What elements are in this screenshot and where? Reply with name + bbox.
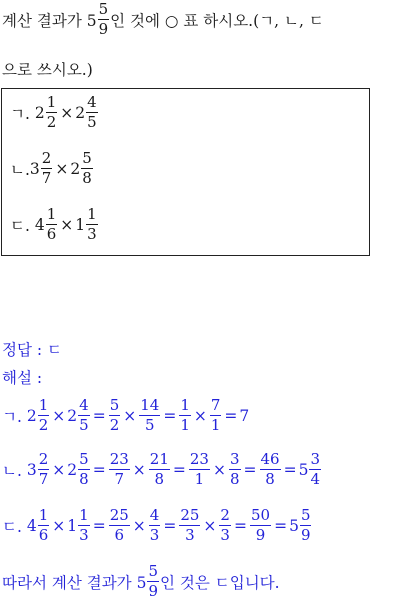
fraction: $\frac{1}{1}$ (180, 396, 190, 434)
fraction: $\frac{1}{3}$ (87, 205, 97, 243)
fraction: $\frac{1}{6}$ (38, 506, 49, 544)
fraction: $\frac{5}{8}$ (82, 149, 92, 187)
fraction: $\frac{25}{3}$ (180, 506, 200, 544)
fraction: $\frac{23}{7}$ (109, 450, 129, 488)
fraction: $\frac{1}{6}$ (46, 205, 57, 243)
solution-a: ㄱ. 2 $\frac{1}{2}$ × 2 $\frac{4}{5}$ = $\frac{5}{2}$ × $\frac{14}{5}$ = $\frac{1}{1}$ × $\frac{7}{1}$ = 7 (2, 396, 250, 434)
fraction: $\frac{3}{4}$ (310, 450, 321, 488)
fraction: $\frac{25}{6}$ (109, 506, 129, 544)
fraction: $\frac{3}{8}$ (229, 450, 240, 488)
fraction: $\frac{46}{8}$ (260, 450, 280, 488)
fraction: $\frac{21}{8}$ (149, 450, 169, 488)
fraction: $\frac{5}{8}$ (79, 450, 89, 488)
fraction: $\frac{2}{3}$ (220, 506, 230, 544)
conclusion: 따라서 계산 결과가 5 $\frac{5}{9}$ 인 것은 ㄷ입니다. (2, 562, 280, 600)
solution-b: ㄴ. 3 $\frac{2}{7}$ × 2 $\frac{5}{8}$ = $\frac{23}{7}$ × $\frac{21}{8}$ = $\frac{23}{1}$ × $\frac{3}{8}$ = $\frac{46}{8}$ = 5 $\frac{3}{4}$ (2, 450, 321, 488)
question-line-2: 으로 쓰시오.) (2, 61, 93, 79)
choice-a: ㄱ. 2 $\frac{1}{2}$ × 2 $\frac{4}{5}$ (10, 93, 97, 131)
fraction: $\frac{1}{2}$ (46, 93, 57, 131)
fraction: $\frac{2}{7}$ (41, 149, 52, 187)
answer-label: 정답 : ㄷ (2, 341, 62, 359)
question-text-prefix: 계산 결과가 5 (2, 11, 97, 30)
fraction: $\frac{5}{9}$ (98, 0, 109, 38)
fraction: $\frac{7}{1}$ (210, 396, 221, 434)
choice-c: ㄷ. 4 $\frac{1}{6}$ × 1 $\frac{1}{3}$ (10, 205, 97, 243)
explanation-label: 해설 : (2, 369, 43, 387)
choices-box (1, 88, 370, 256)
fraction: $\frac{23}{1}$ (189, 450, 209, 488)
solution-c: ㄷ. 4 $\frac{1}{6}$ × 1 $\frac{1}{3}$ = $\frac{25}{6}$ × $\frac{4}{3}$ = $\frac{25}{3}$ × $\frac{2}{3}$ = $\frac{50}{9}$ = 5 $\frac{5}{9}$ (2, 506, 311, 544)
fraction: $\frac{4}{3}$ (149, 506, 160, 544)
fraction: $\frac{2}{7}$ (38, 450, 49, 488)
fraction: $\frac{5}{9}$ (300, 506, 311, 544)
fraction: $\frac{4}{5}$ (79, 396, 89, 434)
fraction: $\frac{5}{2}$ (109, 396, 120, 434)
fraction: $\frac{5}{9}$ (148, 562, 158, 600)
fraction: $\frac{4}{5}$ (87, 93, 97, 131)
fraction: $\frac{1}{3}$ (79, 506, 89, 544)
choice-b: ㄴ. 3 $\frac{2}{7}$ × 2 $\frac{5}{8}$ (10, 149, 92, 187)
fraction: $\frac{1}{2}$ (38, 396, 49, 434)
question-text-suffix: 인 것에 ○ 표 하시오.(ㄱ, ㄴ, ㄷ (110, 11, 324, 30)
fraction: $\frac{50}{9}$ (250, 506, 271, 544)
fraction: $\frac{14}{5}$ (140, 396, 160, 434)
question-line-1 (2, 2, 324, 37)
